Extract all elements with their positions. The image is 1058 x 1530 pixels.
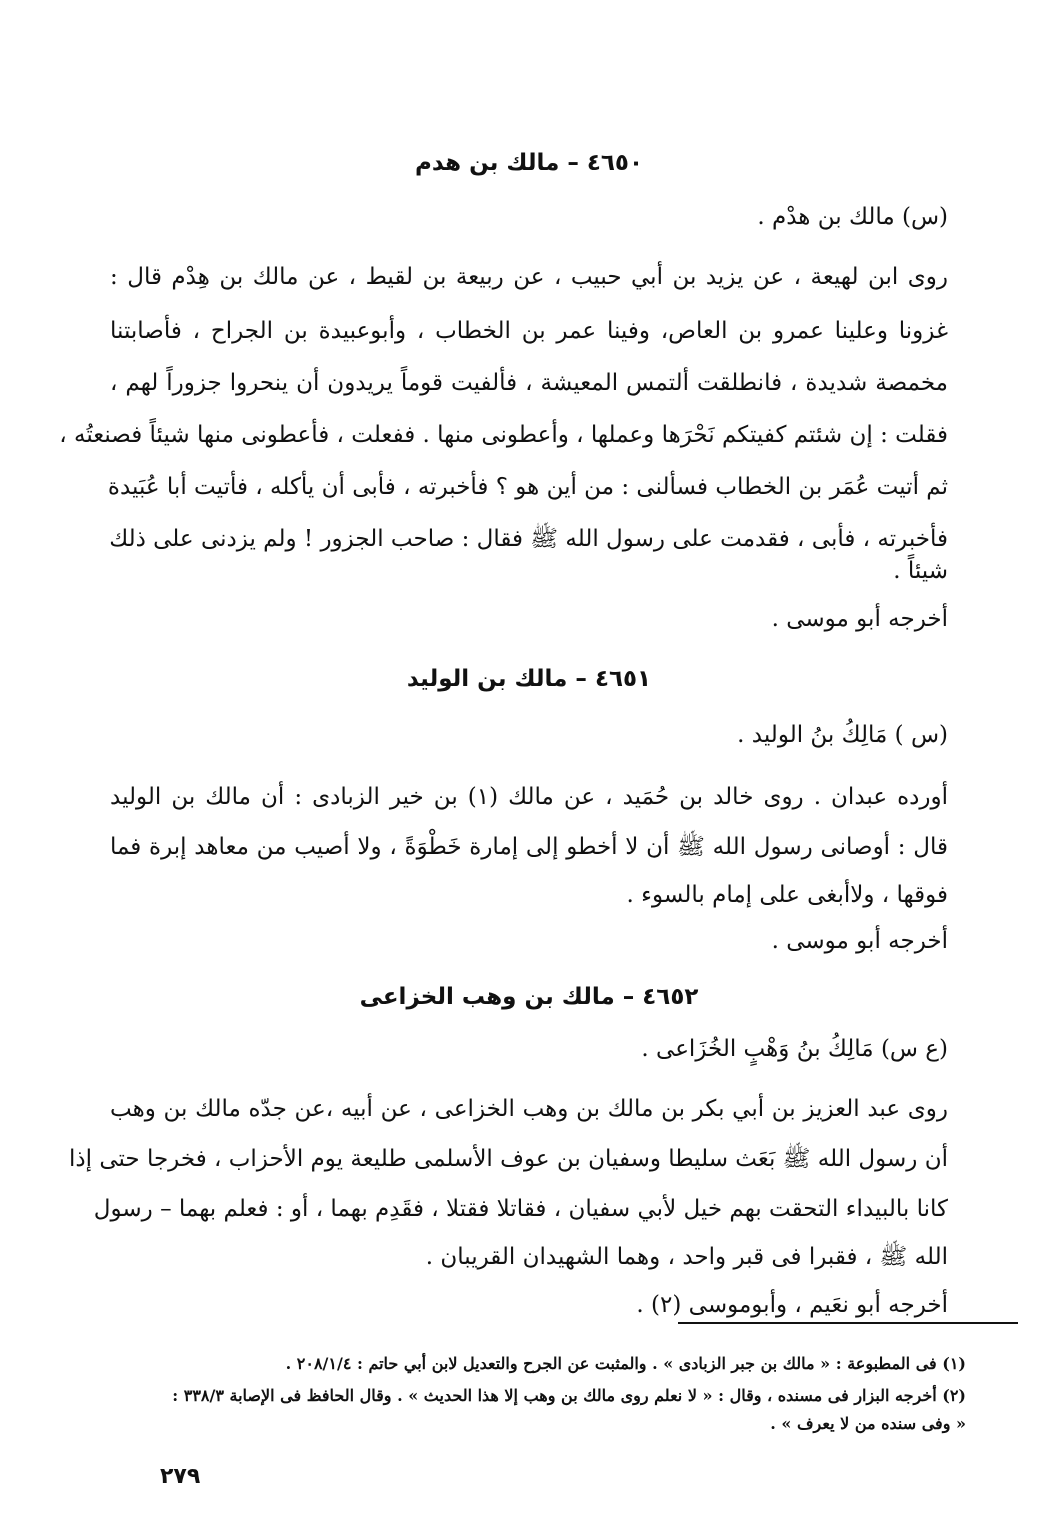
source-line: أخرجه أبو موسى .: [771, 606, 948, 632]
entry-title: ٤٦٥٠ – مالك بن هدم: [414, 150, 644, 176]
entry-heading-line: (ع س) مَالِكُ بنُ وَهْبٍ الخُزَاعى .: [641, 1036, 948, 1062]
entry-title: ٤٦٥١ – مالك بن الوليد: [406, 666, 652, 692]
entry-heading-line: (س ) مَالِكُ بنُ الوليد .: [737, 722, 948, 748]
source-line: أخرجه أبو موسى .: [771, 928, 948, 954]
text-line: أورده عبدان . روى خالد بن حُمَيد ، عن مالك (١) بن خير الزبادى : أن مالك بن الوليد: [110, 784, 948, 810]
page-number: ٢٧٩: [160, 1464, 201, 1489]
source-line: أخرجه أبو نعَيم ، وأبوموسى (٢) .: [636, 1292, 948, 1318]
text-line: ثم أتيت عُمَر بن الخطاب فسألنى : من أين هو ؟ فأخبرته ، فأبى أن يأكله ، فأتيت أبا عُبَيدة: [107, 474, 948, 500]
text-line: مخمصة شديدة ، فانطلقت ألتمس المعيشة ، فألفيت قوماً يريدون أن ينحروا جزوراً لهم ،: [110, 370, 948, 396]
text-line: فأخبرته ، فأبى ، فقدمت على رسول الله ﷺ فقال : صاحب الجزور ! ولم يزدنى على ذلك: [109, 526, 948, 552]
footnote: (١) فى المطبوعة : « مالك بن جبر الزبادى » . والمثبت عن الجرح والتعديل لابن أبي حاتم : ٢٠٨/١/٤ .: [285, 1354, 966, 1373]
text-line: فقلت : إن شئتم كفيتكم نَحْرَها وعملها ، وأعطونى منها . ففعلت ، فأعطونى منها شيئاً فصنعتُه ،: [59, 422, 948, 448]
text-line: قال : أوصانى رسول الله ﷺ أن لا أخطو إلى إمارة خَطْوَةً ، ولا أصيب من معاهد إبرة فما: [110, 834, 948, 860]
text-line: غزونا وعلينا عمرو بن العاص، وفينا عمر بن الخطاب ، وأبوعبيدة بن الجراح ، فأصابتنا: [110, 318, 948, 344]
footnote-separator: [678, 1322, 1018, 1324]
text-line: كانا بالبيداء التحقت بهم خيل لأبي سفيان ، فقاتلا فقتلا ، فقَدِم بهما ، أو : فعلم بهما – رسول: [93, 1196, 948, 1222]
text-line: فوقها ، ولاأبغى على إمام بالسوء .: [626, 882, 948, 908]
footnote: (٢) أخرجه البزار فى مسنده ، وقال : « لا نعلم روى مالك بن وهب إلا هذا الحديث » . وقال الحافظ فى الإصابة ٣٣٨/٣ :: [172, 1386, 966, 1405]
text-line: روى عبد العزيز بن أبي بكر بن مالك بن وهب الخزاعى ، عن أبيه ،عن جدّه مالك بن وهب: [110, 1096, 948, 1122]
text-line: الله ﷺ ، فقبرا فى قبر واحد ، وهما الشهيدان القريبان .: [425, 1244, 948, 1270]
text-line: روى ابن لهيعة ، عن يزيد بن أبي حبيب ، عن ربيعة بن لقيط ، عن مالك بن هِدْم قال :: [110, 264, 948, 290]
entry-title: ٤٦٥٢ – مالك بن وهب الخزاعى: [359, 984, 699, 1010]
entry-heading-line: (س) مالك بن هدْم .: [757, 204, 948, 230]
text-line: أن رسول الله ﷺ بَعَث سليطا وسفيان بن عوف الأسلمى طليعة يوم الأحزاب ، فخرجا حتى إذا: [68, 1146, 948, 1172]
footnote: « وفى سنده من لا يعرف » .: [770, 1414, 966, 1433]
text-line: شيئاً .: [893, 558, 948, 584]
